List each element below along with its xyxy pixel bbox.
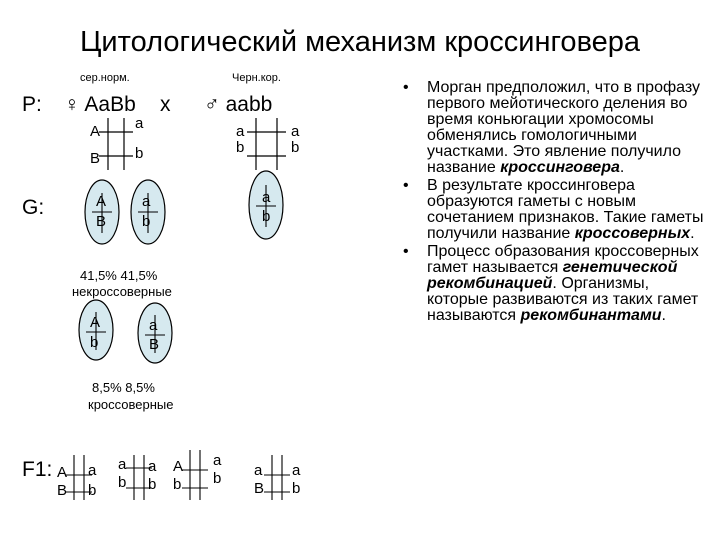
f1-label: F1:	[22, 458, 53, 481]
gene-a: a	[254, 462, 263, 479]
bullet-item	[403, 178, 711, 242]
crossover-label: кроссоверные	[88, 397, 174, 412]
noncrossover-label: некроссоверные	[72, 284, 172, 299]
gene-a: a	[262, 189, 271, 206]
gene-b: b	[88, 482, 97, 499]
gene-b: b	[213, 470, 222, 487]
gene-A: A	[96, 193, 107, 210]
noncrossover-percents: 41,5% 41,5%	[80, 268, 158, 283]
bullet-tail: .	[690, 225, 695, 242]
gene-B: B	[149, 336, 160, 353]
gene-b: b	[236, 139, 245, 156]
bullet-term: рекомбинантами	[520, 307, 662, 324]
gene-a: a	[135, 115, 144, 132]
gene-b: b	[118, 474, 127, 491]
gene-a: a	[236, 123, 245, 140]
bullet-list	[403, 80, 711, 326]
bullet-tail: .	[661, 307, 666, 324]
bullet-tail: . Организмы, которые развиваются из таких гамет называются	[427, 275, 699, 324]
page-title: Цитологический механизм кроссинговера	[79, 26, 641, 58]
bullet-dot-icon: •	[403, 243, 409, 260]
bullet-dot-icon: •	[403, 79, 409, 96]
bullet-text: Процесс образования кроссоверных гамет называется	[427, 243, 699, 276]
gene-a: a	[88, 462, 97, 479]
gene-B: B	[57, 482, 68, 499]
bullet-item	[403, 244, 711, 324]
gene-a: a	[149, 317, 158, 334]
gene-b: b	[142, 213, 151, 230]
gene-B: B	[96, 213, 107, 230]
gene-a: a	[292, 462, 301, 479]
bullet-item	[403, 80, 711, 176]
gene-b: b	[173, 476, 182, 493]
bullet-term: кроссинговера	[500, 159, 620, 176]
gene-b: b	[135, 145, 144, 162]
gene-b: b	[148, 476, 157, 493]
gene-b: b	[90, 334, 99, 351]
bullet-text: В результате кроссинговера образуются гаметы с новым сочетанием признаков. Такие гаметы получили название	[427, 177, 704, 242]
bullet-term: генетической рекомбинацией	[427, 259, 678, 292]
gene-A: A	[90, 314, 101, 331]
gene-B: B	[90, 150, 101, 167]
female-genotype: ♀ AaBb	[64, 93, 136, 116]
gene-b: b	[291, 139, 300, 156]
bullet-text: Морган предположил, что в профазу первого мейотического деления во время коньюгации хромосомы обменялись гомологичными участками. Это явление получило название	[427, 79, 700, 176]
gene-a: a	[291, 123, 300, 140]
gene-a: a	[148, 458, 157, 475]
bullet-term: кроссоверных	[574, 225, 691, 242]
gene-A: A	[90, 123, 101, 140]
p-label: P:	[22, 93, 42, 116]
g-label: G:	[22, 196, 45, 219]
label-normal: сер.норм.	[80, 72, 130, 84]
gene-A: A	[57, 464, 68, 481]
gene-a: a	[213, 452, 222, 469]
gene-a: a	[142, 193, 151, 210]
gene-b: b	[292, 480, 301, 497]
cross-sign: x	[160, 93, 171, 116]
gene-b: b	[262, 208, 271, 225]
male-genotype: ♂ aabb	[204, 93, 273, 116]
gene-A: A	[173, 458, 184, 475]
bullet-tail: .	[619, 159, 625, 176]
label-black: Черн.кор.	[232, 72, 281, 84]
gene-a: a	[118, 456, 127, 473]
bullet-dot-icon: •	[403, 177, 409, 194]
crossover-percents: 8,5% 8,5%	[92, 380, 155, 395]
gene-B: B	[254, 480, 265, 497]
